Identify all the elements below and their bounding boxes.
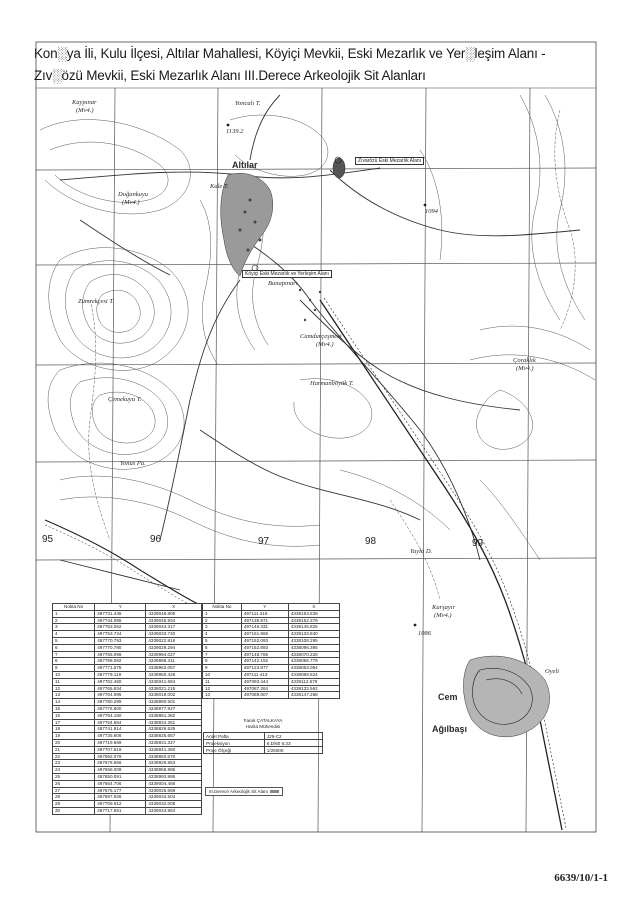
- x-coord-cell: 4339046.805: [146, 610, 202, 617]
- label-zivarozu-site: Zıvarözü Eski Mezarlık Alanı: [355, 157, 424, 165]
- col-header-y: Y: [241, 604, 288, 611]
- table-row: [53, 746, 202, 753]
- label-coraklik-mv: (Mv4.): [516, 365, 534, 372]
- table-row: [53, 753, 202, 760]
- map-title-line-1: Kon░ya İli, Kulu İlçesi, Altılar Mahallesi, Köyiçi Mevkii, Eski Mezarlık ve Yer░leşim Alanı -: [34, 46, 546, 61]
- point-no-cell: 10: [203, 671, 242, 678]
- x-coord-cell: 4339029.294: [146, 644, 202, 651]
- y-coord-cell: 497770.780: [95, 644, 146, 651]
- point-no-cell: 12: [203, 685, 242, 692]
- point-no-cell: 4: [53, 631, 95, 638]
- x-coord-cell: 4339045.934: [146, 617, 202, 624]
- y-coord-cell: 497148.785: [241, 651, 288, 658]
- y-coord-cell: 497753.724: [95, 631, 146, 638]
- x-coord-cell: 4338834.351: [146, 719, 202, 726]
- x-coord-cell: 4338021.215: [146, 685, 202, 692]
- point-no-cell: 30: [53, 807, 95, 814]
- col-header-nokta: Nokta No: [203, 604, 242, 611]
- info-value: 1/25000: [264, 747, 322, 754]
- x-coord-cell: 4339025.669: [146, 787, 202, 794]
- x-coord-cell: 4338133.840: [288, 631, 339, 638]
- y-coord-cell: 497762.460: [95, 678, 146, 685]
- coordinate-table-1-body: [53, 610, 202, 814]
- grid-number-99: 99: [472, 538, 484, 549]
- point-no-cell: 6: [203, 644, 242, 651]
- label-yayla: Yayla D.: [410, 548, 433, 555]
- table-row: [203, 692, 340, 699]
- label-korucuyu: Kurşayır: [432, 604, 456, 611]
- x-coord-cell: 4338877.927: [146, 705, 202, 712]
- point-no-cell: 16: [53, 712, 95, 719]
- table-row: [53, 773, 202, 780]
- point-no-cell: 7: [53, 651, 95, 658]
- table-row: [203, 631, 340, 638]
- col-header-x: X: [146, 604, 202, 611]
- point-no-cell: 11: [203, 678, 242, 685]
- point-no-cell: 2: [203, 617, 242, 624]
- label-koyici-site: Köyiçi Eski Mezarlık ve Yerleşim Alanı: [242, 270, 332, 278]
- table-row: [53, 787, 202, 794]
- grid-number-96: 96: [150, 534, 162, 545]
- x-coord-cell: 4338841.360: [146, 746, 202, 753]
- point-no-cell: 13: [53, 692, 95, 699]
- y-coord-cell: 497135.971: [241, 617, 288, 624]
- x-coord-cell: 4338926.853: [146, 760, 202, 767]
- y-coord-cell: 497776.600: [95, 705, 146, 712]
- y-coord-cell: 497111.318: [241, 610, 288, 617]
- x-coord-cell: 4338112.579: [288, 678, 339, 685]
- info-key: Projeksiyon: [204, 740, 265, 747]
- y-coord-cell: 497087.264: [241, 685, 288, 692]
- table-row: [203, 651, 340, 658]
- point-no-cell: 2: [53, 617, 95, 624]
- surveyor-name: Faruk ÇATALKAYA: [243, 718, 283, 723]
- table-header-row: [53, 604, 202, 611]
- y-coord-cell: 497089.807: [241, 692, 288, 699]
- pond: [333, 158, 345, 178]
- point-no-cell: 17: [53, 719, 95, 726]
- x-coord-cell: 4339043.964: [146, 807, 202, 814]
- table-row: [204, 740, 323, 747]
- label-zumrekcesi: Zümrekçesi T.: [78, 298, 115, 305]
- y-coord-cell: 497123.977: [241, 665, 288, 672]
- table-row: [53, 705, 202, 712]
- table-row: [53, 794, 202, 801]
- y-coord-cell: 497152.093: [241, 637, 288, 644]
- point-no-cell: 19: [53, 733, 95, 740]
- y-coord-cell: 497741.914: [95, 726, 146, 733]
- label-dogankuyu: Doğankuyu: [118, 191, 148, 198]
- y-coord-cell: 497717.651: [95, 807, 146, 814]
- label-elev-1094: 1094: [425, 208, 438, 215]
- table-row: [53, 671, 202, 678]
- label-elev-1139: 1139.2: [226, 128, 244, 135]
- info-value: J29-C2: [264, 733, 322, 740]
- x-coord-cell: 4338096.395: [288, 644, 339, 651]
- point-no-cell: 9: [53, 665, 95, 672]
- point-no-cell: 29: [53, 801, 95, 808]
- x-coord-cell: 4338145.825: [288, 624, 339, 631]
- contour-lines: [40, 95, 595, 560]
- x-coord-cell: 4338056.779: [288, 658, 339, 665]
- point-no-cell: 28: [53, 794, 95, 801]
- label-dogankuyu-mv: (Mv4.): [122, 199, 140, 206]
- point-no-cell: 6: [53, 644, 95, 651]
- y-coord-cell: 497146.331: [241, 624, 288, 631]
- x-coord-cell: 4339022.816: [146, 637, 202, 644]
- x-coord-cell: 4339004.456: [146, 780, 202, 787]
- surveyor-info: [203, 718, 323, 754]
- coordinate-table-2: [202, 603, 340, 699]
- table-row: [53, 780, 202, 787]
- table-row: [203, 644, 340, 651]
- y-coord-cell: 497676.666: [95, 760, 146, 767]
- y-coord-cell: 497111.413: [241, 671, 288, 678]
- y-coord-cell: 497675.177: [95, 787, 146, 794]
- y-coord-cell: 497151.966: [241, 631, 288, 638]
- table-row: [203, 610, 340, 617]
- x-coord-cell: 4338153.539: [288, 610, 339, 617]
- x-coord-cell: 4338890.501: [146, 699, 202, 706]
- point-no-cell: 14: [53, 699, 95, 706]
- x-coord-cell: 4339995.311: [146, 658, 202, 665]
- y-coord-cell: 497707.619: [95, 746, 146, 753]
- table-row: [53, 801, 202, 808]
- info-value: 6.D/60 6:33: [264, 740, 322, 747]
- table-row: [53, 739, 202, 746]
- x-coord-cell: 4338831.327: [146, 739, 202, 746]
- point-no-cell: 1: [203, 610, 242, 617]
- document-reference: 6639/10/1-1: [554, 872, 608, 884]
- point-no-cell: 15: [53, 705, 95, 712]
- point-no-cell: 22: [53, 753, 95, 760]
- point-no-cell: 1: [53, 610, 95, 617]
- table-row: [53, 624, 202, 631]
- table-row: [203, 637, 340, 644]
- point-no-cell: 25: [53, 773, 95, 780]
- table-row: [203, 665, 340, 672]
- x-coord-cell: 4339043.317: [146, 624, 202, 631]
- table-row: [53, 637, 202, 644]
- y-coord-cell: 497093.444: [241, 678, 288, 685]
- table-row: [53, 733, 202, 740]
- y-coord-cell: 497765.096: [95, 651, 146, 658]
- table-row: [53, 665, 202, 672]
- label-bunaporu: Bunapınarı: [268, 280, 298, 287]
- grid-number-97: 97: [258, 536, 270, 547]
- y-coord-cell: 497764.160: [95, 712, 146, 719]
- x-coord-cell: 4338069.524: [288, 671, 339, 678]
- sheet-info-table: [203, 732, 323, 754]
- y-coord-cell: 497771.575: [95, 665, 146, 672]
- x-coord-cell: 4338826.529: [146, 726, 202, 733]
- x-coord-cell: 4338958.995: [146, 767, 202, 774]
- legend: [205, 787, 283, 796]
- x-coord-cell: 4338070.228: [288, 651, 339, 658]
- table-row: [53, 678, 202, 685]
- point-no-cell: 8: [53, 658, 95, 665]
- label-agilbasi: Ağılbaşı: [432, 724, 468, 734]
- y-coord-cell: 497744.095: [95, 617, 146, 624]
- x-coord-cell: 4338993.995: [146, 773, 202, 780]
- label-camdurcesmesi-mv: (Mv4.): [316, 341, 334, 348]
- table-row: [53, 712, 202, 719]
- table-row: [53, 692, 202, 699]
- point-no-cell: 8: [203, 658, 242, 665]
- y-coord-cell: 497142.152: [241, 658, 288, 665]
- x-coord-cell: 4338825.657: [146, 733, 202, 740]
- legend-label: III.Derece Arkeolojik Sit Alanı: [209, 789, 268, 794]
- info-key: Antet Pafta: [204, 733, 265, 740]
- label-yonus: Yonus Pa.: [120, 460, 146, 467]
- table-row: [53, 699, 202, 706]
- point-no-cell: 7: [203, 651, 242, 658]
- label-yoncali: Yoncalı T.: [235, 100, 261, 107]
- point-no-cell: 12: [53, 685, 95, 692]
- coordinate-table-2-body: [203, 610, 340, 698]
- point-no-cell: 10: [53, 671, 95, 678]
- label-elev-1086: 1086: [418, 630, 431, 637]
- point-no-cell: 24: [53, 767, 95, 774]
- table-row: [53, 658, 202, 665]
- y-coord-cell: 497765.934: [95, 685, 146, 692]
- x-coord-cell: 4338041.684: [146, 678, 202, 685]
- y-coord-cell: 497735.806: [95, 733, 146, 740]
- point-no-cell: 18: [53, 726, 95, 733]
- x-coord-cell: 4339033.720: [146, 631, 202, 638]
- table-row: [53, 760, 202, 767]
- table-row: [53, 631, 202, 638]
- info-key: Proje Ölçeği: [204, 747, 265, 754]
- x-coord-cell: 4338147.288: [288, 692, 339, 699]
- y-coord-cell: 497152.893: [241, 644, 288, 651]
- label-kaypinar: Kaypınar: [72, 99, 97, 106]
- table-row: [203, 678, 340, 685]
- point-no-cell: 4: [203, 631, 242, 638]
- point-no-cell: 3: [203, 624, 242, 631]
- label-kaypinar-mv: (Mv4.): [76, 107, 94, 114]
- point-no-cell: 23: [53, 760, 95, 767]
- y-coord-cell: 497768.092: [95, 658, 146, 665]
- x-coord-cell: 4338950.428: [146, 671, 202, 678]
- y-coord-cell: 497697.826: [95, 794, 146, 801]
- point-no-cell: 26: [53, 780, 95, 787]
- table-header-row: [203, 604, 340, 611]
- x-coord-cell: 4338133.562: [288, 685, 339, 692]
- y-coord-cell: 497709.912: [95, 801, 146, 808]
- coordinate-table-1: [52, 603, 202, 815]
- col-header-x: X: [288, 604, 339, 611]
- y-coord-cell: 497731.445: [95, 610, 146, 617]
- grid-number-98: 98: [365, 536, 377, 547]
- label-kale: Kale T.: [210, 183, 229, 190]
- y-coord-cell: 497658.009: [95, 767, 146, 774]
- table-row: [53, 644, 202, 651]
- x-coord-cell: 4338152.378: [288, 617, 339, 624]
- point-no-cell: 5: [203, 637, 242, 644]
- label-cemekuyu: Çemekuyu T.: [108, 396, 142, 403]
- point-no-cell: 5: [53, 637, 95, 644]
- point-no-cell: 27: [53, 787, 95, 794]
- x-coord-cell: 4339034.503: [146, 794, 202, 801]
- col-header-y: Y: [95, 604, 146, 611]
- point-no-cell: 3: [53, 624, 95, 631]
- x-coord-cell: 4339032.008: [146, 801, 202, 808]
- point-no-cell: 9: [203, 665, 242, 672]
- table-row: [203, 624, 340, 631]
- label-altilar: Altılar: [232, 160, 258, 170]
- label-korucuyu-mv: (Mv4.): [434, 612, 452, 619]
- table-row: [53, 685, 202, 692]
- table-row: [53, 617, 202, 624]
- y-coord-cell: 497779.119: [95, 671, 146, 678]
- label-oyeli: Oyeli: [545, 668, 560, 675]
- point-no-cell: 21: [53, 746, 95, 753]
- point-no-cell: 20: [53, 739, 95, 746]
- table-row: [53, 610, 202, 617]
- table-row: [204, 733, 323, 740]
- y-coord-cell: 497764.995: [95, 692, 146, 699]
- table-row: [203, 671, 340, 678]
- x-coord-cell: 4338019.002: [146, 692, 202, 699]
- y-coord-cell: 497692.079: [95, 753, 146, 760]
- x-coord-cell: 4338108.295: [288, 637, 339, 644]
- settlement-altilar: [221, 173, 321, 321]
- x-coord-cell: 4338963.057: [146, 665, 202, 672]
- x-coord-cell: 4338053.054: [288, 665, 339, 672]
- col-header-nokta: Nokta No: [53, 604, 95, 611]
- y-coord-cell: 497719.669: [95, 739, 146, 746]
- table-row: [53, 726, 202, 733]
- map-title-line-2: Zıv░özü Mevkii, Eski Mezarlık Alanı III.Derece Arkeolojik Sit Alanları: [34, 68, 426, 83]
- label-camdurcesmesi: Camdurçeşmesi: [300, 333, 342, 340]
- settlement-agilbasi: [463, 656, 549, 737]
- grid-number-95: 95: [42, 534, 54, 545]
- x-coord-cell: 4338850.670: [146, 753, 202, 760]
- label-coraklik: Çoraklık: [513, 357, 536, 364]
- point-no-cell: 11: [53, 678, 95, 685]
- legend-swatch: [270, 790, 279, 793]
- table-row: [203, 658, 340, 665]
- table-row: [203, 685, 340, 692]
- table-row: [53, 651, 202, 658]
- label-cem: Cem: [438, 692, 458, 702]
- y-coord-cell: 497753.062: [95, 624, 146, 631]
- y-coord-cell: 497770.793: [95, 637, 146, 644]
- y-coord-cell: 497780.299: [95, 699, 146, 706]
- railway: [320, 298, 566, 830]
- point-no-cell: 13: [203, 692, 242, 699]
- x-coord-cell: 4339994.027: [146, 651, 202, 658]
- railway-west: [45, 520, 200, 610]
- table-row: [53, 807, 202, 814]
- table-row: [53, 719, 202, 726]
- table-row: [53, 767, 202, 774]
- y-coord-cell: 497650.091: [95, 773, 146, 780]
- y-coord-cell: 497664.706: [95, 780, 146, 787]
- x-coord-cell: 4338851.382: [146, 712, 202, 719]
- surveyor-role: Harita Mühendisi: [245, 724, 281, 729]
- table-row: [203, 617, 340, 624]
- table-row: [204, 747, 323, 754]
- y-coord-cell: 497754.664: [95, 719, 146, 726]
- label-harmanboyuk: Harmanböyük T.: [310, 380, 354, 387]
